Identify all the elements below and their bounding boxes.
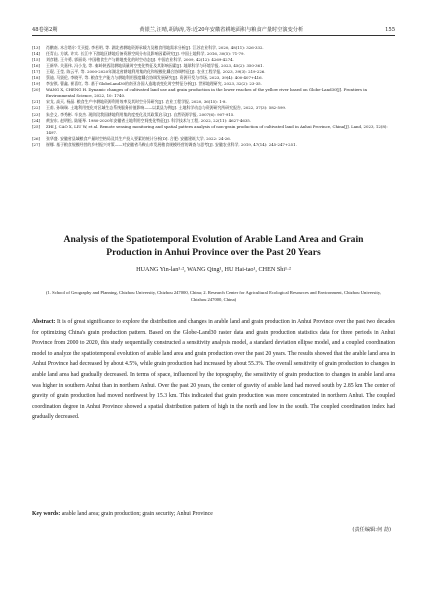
reference-number: [23] — [32, 111, 40, 117]
reference-number: [15] — [32, 57, 40, 63]
reference-text: 张华盛. 安徽省县域粮食产量时空格局及其生产投入要素的统计分析[D]. 合肥: 安徽建筑大学, 2022: 24-26. — [46, 135, 231, 141]
reference-item — [32, 124, 395, 136]
reference-text: 肖鹏南, 木合塔尔·艾买提, 李若明, 等. 湖北省耕地资源承载力及粮食用地需求分析[J]. 江苏农业科学, 2020, 48(11): 326-332. — [46, 45, 264, 50]
page-number: 155 — [385, 27, 395, 33]
running-title: 黄银兰,汪晴,胡海涛,等:近20年安徽省耕地面积与粮食产量时空演变分析 — [139, 27, 304, 33]
running-header — [32, 26, 395, 36]
reference-text: 刘彦随, 王介勇, 郭丽英. 中国粮食生产与耕地变化的时空动态[J]. 中国农业科学, 2009, 42(12): 4269-4274. — [46, 57, 234, 63]
reference-text: 朱会义, 李秀彬. 辛良杰. 现阶段我国耕地利用集约度变化及其政策启示[J]. 自然资源学报, 2007(6): 907-915. — [46, 111, 235, 117]
reference-text: 黄安东, 赵明松, 陆娅琴. 1980-2020年安徽省土地利用空间变化特征[J]. 科学技术与工程, 2022, 22(11): 4627-4635. — [46, 117, 252, 123]
reference-number: [17] — [32, 69, 40, 75]
reference-number: [13] — [32, 45, 40, 50]
issue-number: 48卷第2期 — [32, 27, 58, 33]
reference-text: 蔡迪, 马贤伦, 李晓平, 等. 粮食生产能力与耕地利用强度耦合协调发展研究[J]. 资源开发与市场, 2023, 39(4): 400-407+416. — [46, 75, 263, 81]
reference-number: [25] — [32, 123, 40, 129]
reference-number: [18] — [32, 75, 40, 81]
reference-text: 李安祺, 曹鑫, 崔喜红, 等. 基于GlobeLand30的南亚各国人造地表变化时空特征分析[J]. 世界地理研究, 2023, 32(2): 23-35. — [46, 81, 262, 87]
abstract-text: It is of great significance to explore the distribution and changes in arable land and grain production in Anhui Province over the past two decades for optimizing China's grain production pattern. Based on the Globe-Land30 raster data and grain production statistics data for three periods in Anhui Province from 2000 to 2020, this study sequentially constructed a sensitivity analysis model, a standard deviation ellipse model, and a coupled coordination model to analyze the spatiotemporal evolution of arable land area and grain production over the past 20 years. The results showed that the arable land area in Anhui Province had decreased by about 4.5%, while grain production had increased by about 55.3%. The overall sensitivity of grain production to changes in arable land area had gradually decreased. In terms of space, influenced by the topography, the sensitivity of grain production to changes in arable land area was higher in southern Anhui than in northern Anhui. Over the past 20 years, the center of gravity of arable land had moved south by 2.85 km The center of gravity of grain production had moved northwest by 15.3 km. This indicated that grain production was more concentrated in northern Anhui. The coupled coordination degree in Anhui Province showed a spatial distribution pattern of high in the north and low in the south. The coupled coordination index had gradually decreased. — [32, 319, 395, 421]
keywords — [32, 509, 395, 520]
reference-number: [22] — [32, 105, 40, 111]
editor-note: (责任编辑:何 劼) — [352, 527, 391, 533]
reference-number: [19] — [32, 81, 40, 87]
affiliation: (1. School of Geography and Planning, Chizhou University, Chizhou 247000, China; 2. Research Center for Agricultural Ecological Resources and Environment, Chizhou University, Chizhou 247000, China) — [46, 290, 381, 303]
reference-text: 崔娜. 基于粮食规模经营的乡村振兴对策——对安徽省马鞍山市发展粮食规模经营的调查与思考[J]. 安徽农业科学, 2019, 47(14): 245-247+251. — [46, 141, 297, 147]
reference-number: [21] — [32, 99, 40, 105]
reference-text: 宋戈, 高天, 杨晶. 粮食生产中耕地资源利用效率及其时空分异研究[J]. 农业工程学报, 2020, 36(15): 1-8. — [46, 99, 227, 105]
reference-number: [20] — [32, 87, 40, 93]
paper-title: Analysis of the Spatiotemporal Evolution of Arable Land Area and Grain Production in Anhui Province over the Past 20 Years — [63, 234, 364, 259]
author-list: HUANG Yin-lan¹·², WANG Qing¹, HU Hai-tao¹, CHEN Shi¹·² — [136, 266, 291, 273]
reference-text: 王琨, 王莹, 陈云平, 等. 2000-2020年湖北省耕地利用集约化和规模化耦合协调特征[J]. 农业工程学报, 2023, 39(3): 219-226. — [46, 69, 266, 75]
reference-number: [24] — [32, 117, 40, 123]
reference-text: 王新华, 关嘉伟, 冯小龙, 等. 秦岭陕西段耕地质量时空变化特征及其影响因素[J]. 地球科学与环境学报, 2023, 45(2): 350-361. — [46, 63, 264, 69]
reference-list — [32, 45, 395, 148]
reference-number: [16] — [32, 63, 40, 69]
reference-item — [32, 87, 395, 99]
reference-text: WANG X, CHENG H. Dynamic changes of cultivated land use and grain production in the lower reaches of the yellow river based on Globe-Land30[J]. Frontiers in Environmental Science, 2022, 10: 1740. — [46, 87, 367, 99]
keywords-label: Key words: — [32, 511, 61, 517]
keywords-text: arable land area; grain production; grain security; Anhui Province — [61, 511, 213, 517]
abstract-label: Abstract: — [32, 319, 56, 325]
reference-number: [26] — [32, 135, 40, 141]
reference-text: ZHI J, CAO X, LIU W, et al. Remote sensing monitoring and spatial pattern analysis of non-grain production of cultivated land in Anhui Province, China[J]. Land, 2023, 12(8): 1497. — [46, 123, 388, 135]
reference-text: 任青山, 方斌, 许实. 长江中下游地区耕地后备资源空间分布及影响因素研究[J]. 中国土地科学, 2016, 30(5): 71-79. — [46, 51, 245, 57]
reference-item — [32, 142, 395, 148]
reference-text: 王甫, 孙瑞瑞. 土地利用变化对区域生态系统服务价值影响——以某县为例[J]. 土地科学动态与资源研究所研究报告, 2022, 37(3): 582-599. — [46, 105, 287, 111]
reference-number: [27] — [32, 141, 40, 147]
reference-number: [14] — [32, 51, 40, 57]
abstract — [32, 317, 395, 423]
